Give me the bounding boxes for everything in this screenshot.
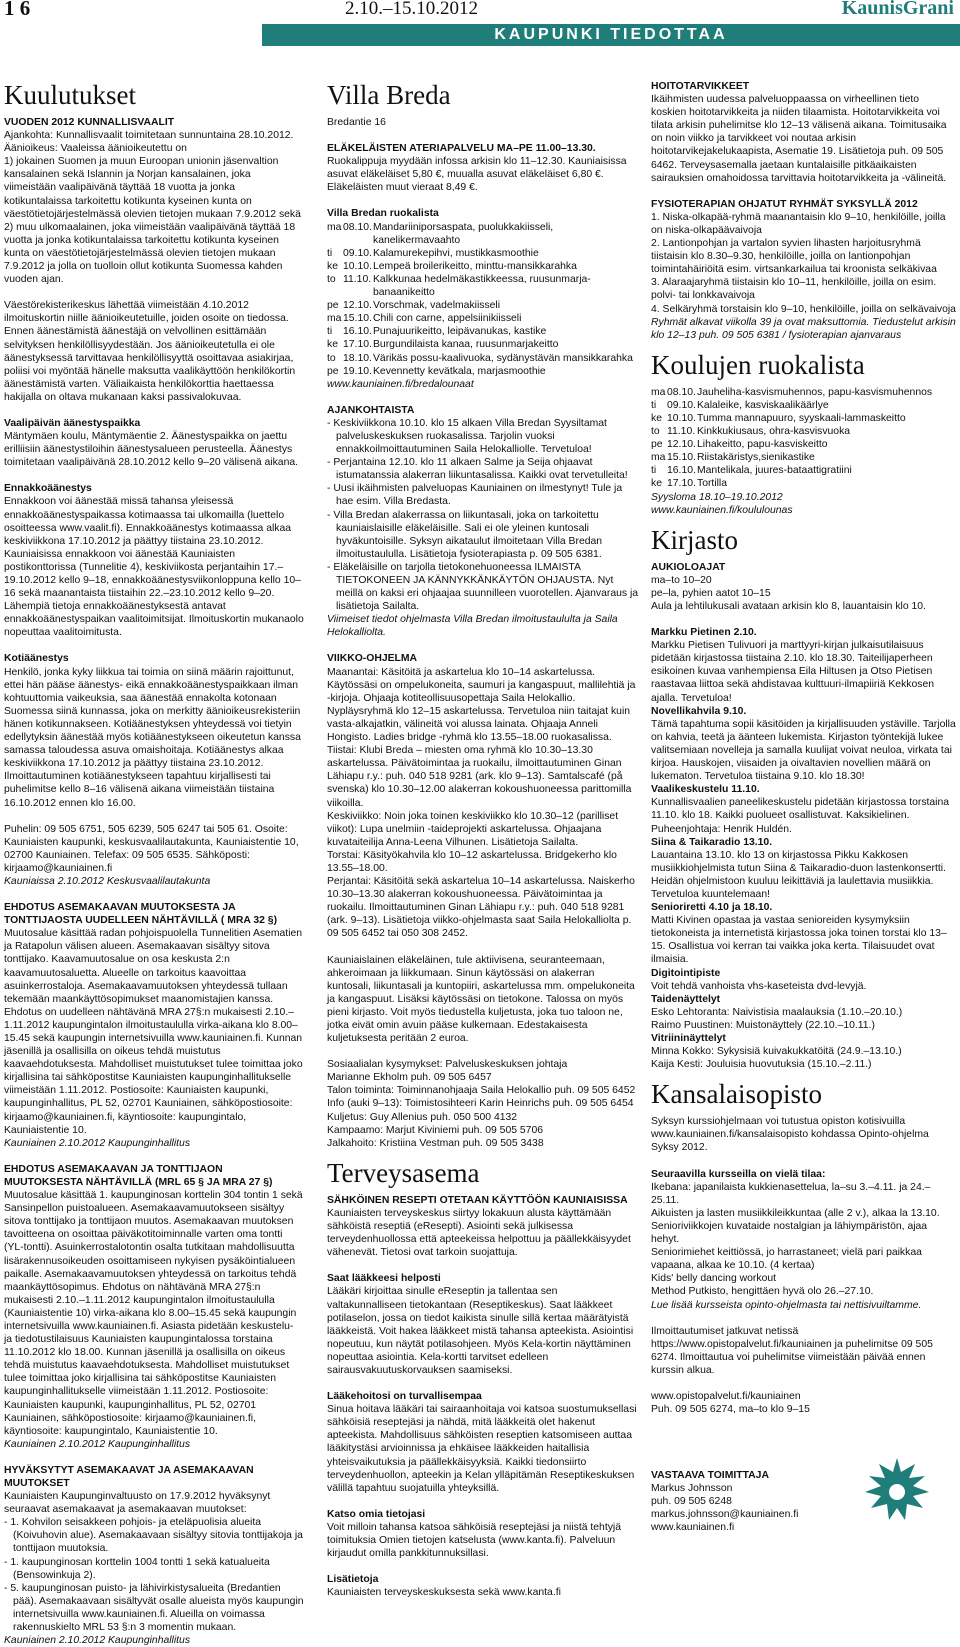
paragraph: Äänioikeus: Vaaleissa äänioikeutettu on (4, 143, 187, 155)
menu-date: 15.10. (667, 452, 696, 464)
menu-row (327, 299, 639, 312)
menu-date: 11.10. (343, 273, 372, 285)
page-number: 1 6 (4, 0, 31, 20)
heading: Senioriretti 4.10 ja 18.10. (651, 902, 773, 914)
menu-row (327, 365, 639, 378)
menu-date: 16.10. (667, 465, 696, 477)
menu-date: 09.10. (667, 399, 696, 411)
paragraph: Syysloma 18.10–19.10.2012 (651, 491, 783, 503)
menu-dish: Lihakeitto, papu-kasviskeitto (697, 439, 828, 451)
paragraph: Kunnallisvaalien paneelikeskustelu pidetään kirjastossa torstaina 11.10. klo 18. Kaikki puolueet osallistuvat. Kaksikielinen. Puheenjohtaja: Henrik Huldén. (651, 797, 950, 835)
list-item: 1. Niska-olkapää-ryhmä maanantaisin klo 9–10, henkilöille, joilla on niska-olkapäävaivoja (651, 211, 946, 236)
heading: Villa Bredan ruokalista (327, 208, 439, 220)
section-title-villa-breda: Villa Breda (327, 80, 451, 110)
menu-day: pe (327, 365, 339, 377)
publication-name: KaunisGrani (841, 0, 954, 19)
paragraph: Lue lisää kursseista opinto-ohjelmasta tai nettisivuiltamme. (651, 1299, 922, 1311)
contact-line: Sosiaalialan kysymykset: Palveluskeskuksen johtaja (327, 1059, 568, 1071)
paragraph: Minna Kokko: Sykysisiä kuivakukkatöitä (24.9.–13.10.) (651, 1046, 902, 1058)
heading: VIIKKO-OHJELMA (327, 653, 418, 665)
paragraph: Kauniaisten Kaupunginvaltuusto on 17.9.2012 hyväksynyt seuraavat asemakaavat ja asemakaavan muutokset: (4, 1491, 271, 1516)
heading: Vaalikeskustelu 11.10. (651, 784, 760, 796)
list-item: - Perjantaina 12.10. klo 11 alkaen Salme ja Seija ohjaavat istumatanssia alakerran liikuntasalissa. Kaikki ovat tervetulleita! (327, 457, 628, 482)
menu-day: pe (327, 300, 339, 312)
menu-dish: Kalamurekepihvi, mustikkasmoothie (373, 247, 539, 259)
menu-date: 10.10. (343, 260, 372, 272)
heading: SÄHKÖINEN RESEPTI OTETAAN KÄYTTÖÖN KAUNIAISISSA (327, 1194, 628, 1206)
paragraph: Muutosalue käsittää radan pohjoispuolella Tunnelitien Asematien ja Ratapolun välisen alueen. Asemakaavan sisältyy sitova tonttijako. Kaavamuutosalue on osa keskusta 2:n kaavamuutosaluetta. Alueelle on tarkoitus kaavoittaa asuinkerrostaloja. Asemakaavamuutoksen yhteydessä tullaan tekemään maankäyttösopimukset maanomistajien kanssa. Ehdotus on uudelleen nähtävänä MRA 27§:n mukaisesti 2.10.–1.11.2012 kaupungintalon ilmoitustaululla virka-aikana klo 8.00–15.45 sekä kaupungin internetsivuilla www.kauniainen.fi. Kunnan jäsenillä ja osallisilla on oikeus tehdä muistutus kaavaehdotuksesta. Mahdolliset muistutukset tulee toimittaa joko kirjallisina tai sähköpostitse Kauniaisten kaupunginhallitukselle viimeistään 1.11.2012. Postiosoite: Kauniaisten kaupunki, kaupunginhallitus, PL 52, 02701 Kauniainen, sähköpostiosoite: kirjaamo@kauniainen.fi, käyntiosoite: kaupungintalo, Kauniaistentie 10. (4, 928, 303, 1136)
menu-date: 12.10. (343, 300, 372, 312)
paragraph: Aikuisten ja lasten musiikkileikkuntaa (alle 2 v.), alkaa la 13.10. (651, 1207, 940, 1219)
menu-row (651, 386, 957, 399)
menu-day: ke (327, 339, 338, 351)
column-services (651, 60, 957, 1534)
menu-row (651, 438, 957, 451)
menu-row (651, 399, 957, 412)
heading: Seuraavilla kursseilla on vielä tilaa: (651, 1168, 826, 1180)
paragraph: Puh. 09 505 6274, ma–to klo 9–15 (651, 1404, 810, 1416)
menu-dish: Tumma mannapuuro, syyskaali-lammaskeitto (697, 412, 906, 424)
menu-day: pe (651, 439, 663, 451)
menu-row (327, 260, 639, 273)
menu-dish: Kevennetty kevätkala, marjasmoothie (373, 365, 546, 377)
menu-day: ti (651, 465, 657, 477)
menu-date: 08.10. (667, 386, 696, 398)
paragraph: Aula ja lehtilukusali avataan arkisin klo 8, lauantaisin klo 10. (651, 601, 926, 612)
section-title-terveysasema: Terveysasema (327, 1157, 480, 1188)
menu-day: ke (651, 412, 662, 424)
contact-line: Kuljetus: Guy Allenius puh. 050 500 4132 (327, 1111, 518, 1123)
heading: Ennakkoäänestys (4, 483, 92, 495)
paragraph: Tämä tapahtuma sopii käsitöiden ja kirjallisuuden ystäville. Tarjolla on kahvia, teetä ja äänteen lukemista. Kirjaston työntekijä lukee valitsemiaan novelleja ja samalla kuulijat voivat neuloa, virkata tai kirjoa. Hauskojen, viisaiden ja oivaltavien novellien määrä on lukematon. Tervetuloa tiistaina 9.10. klo 18.30! (651, 718, 956, 783)
paragraph: Kauniaisten terveyskeskuksesta sekä www.kanta.fi (327, 1587, 561, 1599)
heading: Vaalipäivän äänestyspaikka (4, 417, 141, 429)
menu-row (651, 477, 957, 490)
paragraph: Lauantaina 13.10. klo 13 on kirjastossa Pikku Kakkosen musiikkiohjelmista tutun Siina & Taikaradio-duon lastenkonsertti. Heidän ohjelmistoon kuuluu leikittäviä ja laulettavia musiikkia. Tervetuloa kuuntelemaan! (651, 849, 946, 900)
top-bar (0, 0, 960, 48)
paragraph: Ryhmät alkavat viikolla 39 ja ovat maksuttomia. Tiedustelut arkisin klo 12–13 puh. 09 505 6381 / fysioterapian ajanvaraus (651, 316, 956, 341)
paragraph: Markku Pietisen Tulivuori ja marttyyri-kirjan julkaisutilaisuus pidetään kirjastossa tiistaina 2.10. klo 18.30. Taiteilijaperheen esikoinen kuvaa vanhempiensa Eila Hiltusen ja Otso Pietisen raastavaa liittoa sekä ahdistavaa kulttuuri-ilmapiiriä Kekkosen ajalla. Tervetuloa! (651, 640, 934, 704)
signature: Kauniaissa 2.10.2012 Keskusvaalilautakunta (4, 875, 211, 887)
paragraph: Esko Lehtoranta: Naivistisia maalauksia (1.10.–20.10.) (651, 1006, 903, 1018)
menu-day: ma (327, 313, 342, 325)
menu-dish: Kinkkukiusaus, ohra-kasvisvuoka (697, 426, 851, 438)
breda-menu-table (327, 221, 639, 378)
column-villa-breda (327, 60, 639, 1599)
paragraph: 1) jokainen Suomen ja muun Euroopan unionin jäsenvaltion kansalainen sekä Islannin ja Norjan kansalainen, joka viimeistään vaalipäivänä täyttää 18 vuotta ja jonka kotikuntalaissa tarkoitettu kotikunta kyseinen kunta on väestötietojärjestelmässä olevien tietojen mukaan 7.9.2012 sekä (4, 156, 301, 220)
list-item: - Uusi ikäihmisten palveluopas Kauniainen on ilmestynyt! Tule ja hae esim. Villa Bredasta. (327, 483, 623, 508)
menu-dish: Jauheliha-kasvismuhennos, papu-kasvismuhennos (697, 386, 933, 398)
paragraph: Ikebana: japanilaista kukkienasettelua, la–su 3.–4.11. ja 24.–25.11. (651, 1181, 931, 1206)
menu-day: ti (327, 247, 333, 259)
menu-dish: Mandariiniporsaspata, puolukkakiisseli, kanelikermavaahto (373, 221, 554, 246)
paragraph: Mäntymäen koulu, Mäntymäentie 2. Äänestyspaikka on jaettu erilliisiin äänestystiloihin äänestysalueen perusteella. Äänestys toimitetaan vaalipäivänä 28.10.2012 kello 9–20 välisenä aikana. (4, 431, 299, 469)
contact-line: Kampaamo: Marjut Kiviniemi puh. 09 505 5706 (327, 1124, 544, 1136)
paragraph: Kids' belly dancing workout (651, 1273, 777, 1285)
menu-row (327, 325, 639, 338)
signature: Kauniainen 2.10.2012 Kaupunginhallitus (4, 1438, 191, 1450)
menu-row (327, 338, 639, 351)
menu-dish: Tortilla (697, 478, 728, 490)
link[interactable]: www.opistopalvelut.fi/kauniainen (651, 1390, 801, 1402)
menu-dish: Kalkkunaa hedelmäkastikkeessa, ruusunmarja-banaanikeitto (373, 273, 591, 299)
website-link[interactable]: www.kauniainen.fi (651, 1522, 735, 1534)
address: Bredantie 16 (327, 117, 386, 128)
menu-date: 18.10. (343, 352, 372, 364)
menu-row (327, 247, 639, 260)
menu-day: ma (327, 221, 342, 233)
paragraph: Ruokalippuja myydään infossa arkisin klo 11–12.30. Kauniaisissa asuvat eläkeläiset 5,80 €, muualla asuvat eläkeläiset 6,80 €. Eläkeläisten muut vieraat 8,49 €. (327, 156, 627, 194)
menu-dish: Punajuurikeitto, leipävanukas, kastike (373, 326, 547, 338)
heading: Digitointipiste (651, 967, 721, 979)
paragraph: Keskiviikko: Noin joka toinen keskiviikko klo 10.30–12 (parilliset viikot): Lupa unelmiin -taideprojekti askartelussa. Ohjaajana kuvataiteilija Anna-Leena Vilhunen. Lisätietoja Sailalta. (327, 810, 619, 848)
heading: Taidenäyttelyt (651, 993, 721, 1005)
paragraph: Viimeiset tiedot ohjelmasta Villa Bredan ilmoitustaululta ja Saila Helokalliolta. (327, 614, 618, 639)
heading: Kotiäänestys (4, 653, 69, 665)
contact-line: Jalkahoito: Kristiina Vestman puh. 09 505 3438 (327, 1137, 544, 1149)
section-title-koulujen-ruokalista: Koulujen ruokalista (651, 349, 865, 380)
heading: ELÄKELÄISTEN ATERIAPALVELU MA–PE 11.00–13.30. (327, 143, 596, 155)
contact-line: Info (auki 9–13): Toimistosihteeri Karin Heinrichs puh. 09 505 6454 (327, 1098, 634, 1110)
list-item: - Keskiviikkona 10.10. klo 15 alkaen Villa Bredan Syysiltamat palveluskeskuksen ruokasalissa. Tarjolin vuoksi ennakkoilmoittautuminen Saila Helokalliolle. Tervetuloa! (327, 417, 607, 456)
editor-name: Markus Johnsson (651, 1482, 733, 1494)
menu-link[interactable]: www.kauniainen.fi/bredalounaat (327, 378, 474, 390)
menu-day: ke (327, 260, 338, 272)
menu-dish: Riistakäristys,sienikastike (697, 452, 815, 464)
list-item: - Eläkeläisille on tarjolla tietokonehuoneessa ILMAISTA TIETOKONEEN JA KÄNNYKKÄNKÄYTÖN OHJAUSTA. Nyt meillä on kaksi eri ohjaajaa suunnilleen vuorotellen. Ajanvaraus ja lisätietoja Sailalta. (327, 561, 639, 613)
paragraph: Raimo Puustinen: Muistonäyttely (22.10.–10.11.) (651, 1019, 875, 1031)
contact-line: Marianne Ekholm puh. 09 505 6457 (327, 1072, 492, 1084)
contact-info: Puhelin: 09 505 6751, 505 6239, 505 6247 tai 505 61. Osoite: Kauniaisten kaupunki, keskusvaalilautakunta, Kauniaistentie 10, 02700 Kauniainen. Telefax: 09 505 6535. Sähköposti: kirjaamo@kauniainen.fi (4, 823, 299, 874)
crest-logo-icon (837, 1454, 957, 1534)
heading: FYSIOTERAPIAN OHJATUT RYHMÄT SYKSYLLÄ 2012 (651, 198, 918, 210)
section-title-kansalaisopisto: Kansalaisopisto (651, 1079, 822, 1110)
heading: EHDOTUS ASEMAKAAVAN JA TONTTIJAON MUUTOKSESTA NÄHTÄVILLÄ (MRL 65 § JA MRA 27 §) (4, 1163, 273, 1188)
paragraph: pe–la, pyhien aatot 10–15 (651, 587, 771, 599)
menu-row (327, 273, 639, 299)
menu-day: to (651, 426, 660, 438)
section-title-kuulutukset: Kuulutukset (4, 80, 136, 110)
paragraph: Ennakkoon voi äänestää missä tahansa yleisessä ennakkoäänestyspaikassa kotimaassa tai ulkomailla (luettelo osoitteessa www.vaalit.fi). Ennakkoäänestys kotimaassa alkaa keskiviikkona 17.10.2012 ja päättyy tiistaina 23.10.2012. Kauniaisissa ennakkoon voi äänestää Kauniaisten postikonttorissa (Tunnelitie 4), keskiviikosta perjantaihin 17.–19.10.2012 kello 9–18, ennakkoäänestysviikonloppuna kello 10–16 sekä maanantaista tiistaihin 22.–23.10.2012 kello 9–20. Lähempiä tietoja ennakkoäänestyksestä antavat ennakkoäänestyspaikan vaalitoimitsijat. Ilmoituskortin mukanaolo nopeuttaa vaalitoimitusta. (4, 496, 304, 639)
menu-row (651, 412, 957, 425)
paragraph: Matti Kivinen opastaa ja vastaa senioreiden kysymyksiin tietokoneista ja internetistä kirjastossa joka toinen torstai klo 13–15. Osallistua voi kerran tai vaikka joka kerta. Tilaisuudet ovat ilmaisia. (651, 915, 947, 966)
list-item: - 1. Kohvilon seisakkeen pohjois- ja eteläpuolisia alueita (Koivuhovin alue). Asemakaavaan sisältyy sitovia tonttijakoja ja tonttijaon muutoksia. (4, 1517, 303, 1555)
menu-day: ti (327, 326, 333, 338)
paragraph: 2) muu ulkomaalainen, joka viimeistään vaalipäivänä täyttää 18 vuotta ja jonka kotikuntalaissa tarkoitettu kotikunta kyseinen kunta on väestötietojärjestelmässä olevien tietojen mukaan 7.9.2012 ja jolla on tuolloin ollut kotikunta Suomessa kahden vuoden ajan. (4, 221, 296, 286)
menu-day: ma (651, 452, 666, 464)
paragraph: Seniorimiehet keittiössä, jo harrastaneet; vielä pari paikkaa vapaana, alkaa ke 10.10. (4 kertaa) (651, 1247, 922, 1272)
paragraph: Sinua hoitava lääkäri tai sairaanhoitaja voi katsoa suostumuksellasi sähköisiä reseptejäsi ja nähdä, mitä lääkkeitä olet hakenut apteekista. Mahdollisuus sähköisten reseptien katsomiseen auttaa lääkitystäsi arvioinnissa ja ehkäisee lääkkeiden haitallisia yhteisvaikutuksia ja päällekkäisyyksiä. Kaikki tiedonsiirto terveydenhuollon, apteekin ja Kelan ylläpitämän Reseptikeskuksen välillä tapahtuu suojatuilla yhteyksillä. (327, 1404, 637, 1494)
heading: AJANKOHTAISTA (327, 404, 415, 416)
heading: Lääkehoitosi on turvallisempaa (327, 1391, 482, 1403)
list-item: 4. Selkäryhmä torstaisin klo 9–10, henkilöille, joilla on selkävaivoja (651, 303, 956, 315)
menu-date: 19.10. (343, 365, 372, 377)
menu-dish: Burgundilaista kanaa, ruusunmarjakeitto (373, 339, 559, 351)
menu-date: 09.10. (343, 247, 372, 259)
paragraph: ma–to 10–20 (651, 574, 712, 586)
menu-day: to (327, 273, 336, 285)
heading: Markku Pietinen 2.10. (651, 627, 757, 639)
heading: HYVÄKSYTYT ASEMAKAAVAT JA ASEMAKAAVAN MUUTOKSET (4, 1464, 254, 1489)
menu-row (651, 451, 957, 464)
menu-dish: Mantelikala, juures-bataattigratiini (697, 465, 852, 477)
menu-date: 17.10. (667, 478, 696, 490)
menu-dish: Chili con carne, appelsiinikiisseli (373, 313, 522, 325)
menu-row (327, 221, 639, 247)
heading: Saat lääkkeesi helposti (327, 1273, 441, 1285)
signature: Kauniainen 2.10.2012 Kaupunginhallitus (4, 1137, 191, 1149)
heading: Novellikahvila 9.10. (651, 705, 747, 717)
paragraph: Ikäihmisten uudessa palveluoppaassa on virheellinen tieto koskien hoitotarvikkeita ja niiden tilaamista. Hoitotarvikkeita voi tilata arkisin puhelimitse klo 12–13 välisenä aikana. Toimitusaika on noin viikko ja tarvikkeet voi noutaa arkisin hoitotarvikejakelukaapista, Asematie 19. Lisätietoja puh. 09 505 6462. Terveysasemalla jaetaan kuntalaisille pitkäaikaisten sairauksien omahoidossa tarvittavia hoitotarvikkeita ja -välineitä. (651, 94, 947, 184)
editor-phone: puh. 09 505 6248 (651, 1495, 732, 1507)
heading: VASTAAVA TOIMITTAJA (651, 1469, 769, 1481)
paragraph: Syksyn kurssiohjelmaan voi tutustua opiston kotisivuilla www.kauniainen.fi/kansalaisopisto kohdassa Opinto-ohjelma Syksy 2012. (651, 1116, 929, 1154)
paragraph: Lääkäri kirjoittaa sinulle eReseptin ja tallentaa sen valtakunnalliseen tietokantaan (Reseptikeskus). Saat lääkkeet potilaselon, jossa on tiedot kaikista sinulle sillä kertaa määrätyistä lääkkeistä. Voit hakea lääkkeet mistä tahansa apteekista. Asiointisi nopeutuu, kun näytät potilasohjeen. Myös Kela-kortin näyttäminen nopeuttaa asiointia. Kela-kortti tarvitset edelleen sairausvakuutuskorvauksen saamiseksi. (327, 1286, 634, 1376)
menu-row (327, 312, 639, 325)
menu-dish: Vorschmak, vadelmakiisseli (373, 300, 501, 312)
paragraph: Kauniaisten terveyskeskus siirtyy lokakuun alusta käyttämään sähköistä reseptiä (eResepti). Asiointi sekä julkisessa terveydenhuollossa että apteekeissa helpottuu ja päällekkäisyydet vähenevät. Tietosi ovat tarkoin suojattuja. (327, 1207, 631, 1259)
paragraph: Perjantai: Käsitöitä sekä askartelua 10–14 askartelussa. Naiskerho 10.30–13.30 alakerran kokoushuoneessa. Päivätoimintaa ja ruokailu. Ilmoittautuminen Ginan Lähiapu r.y.: puh. 040 518 9281 (ark. 9–13). Lisätietoja viikko-ohjelmasta saat Saila Helokalliolta p. 09 505 6452 tai 050 308 2452. (327, 876, 635, 940)
paragraph: Voit milloin tahansa katsoa sähköisiä reseptejäsi ja niistä tehtyjä toimituksia Omien tietojen katselusta (www.kanta.fi). Palveluun kirjaudut omilla pankkitunnuksillasi. (327, 1521, 621, 1560)
section-title-kirjasto: Kirjasto (651, 524, 738, 555)
menu-date: 16.10. (343, 326, 372, 338)
list-item: 2. Lantionpohjan ja vartalon syvien lihasten harjoitusryhmä tiistaisin klo 8.30–9.30, henkilöille, joilla on lantionpohjan toimintahäiriöitä esim. virtsankarkailua tai kroonista selkäkivaa (651, 238, 937, 276)
paragraph: Maanantai: Käsitöitä ja askartelua klo 10–14 askartelussa. Käytössäsi on ompelukoneita, saumuri ja kangaspuut, mallilehtiä ja -kirjoja. Ohjaaja kotiteollisuusopettaja Saila Helokallio. Nypläysryhmä klo 12–15 askartelussa. Tervetuloa niin taitajat kuin vasta-alkajatkin, välineitä voi alussa lainata. Ohjaaja Anneli Hongisto. Ladies bridge -ryhmä klo 13.55–18.00 ruokasalissa. (327, 666, 636, 744)
menu-day: to (327, 352, 336, 364)
issue-date: 2.10.–15.10.2012 (345, 0, 478, 19)
menu-row (651, 464, 957, 477)
list-item: - Villa Bredan alakerrassa on liikuntasali, joka on tarkoitettu kauniaislaisille eläkeläisille. Sali ei ole yleinen kuntosali hyväkuntoisille. Syksyn aikataulut ilmoitetaan Villa Bredan ilmoitustaululla. Lisätietoja fysioterapiasta p. 09 505 6381. (327, 509, 603, 560)
menu-date: 11.10. (667, 426, 696, 438)
paragraph: Voit tehdä vanhoista vhs-kaseteista dvd-levyjä. (651, 980, 867, 992)
heading: EHDOTUS ASEMAKAAVAN MUUTOKSESTA JA TONTTIJAOSTA UUDELLEEN NÄHTÄVILLÄ ( MRA 32 §) (4, 902, 278, 927)
heading: AUKIOLOAJAT (651, 561, 726, 573)
paragraph: Senioriviikkojen kuvataide nostalgian ja lähiympäristön, ajaa hehyt. (651, 1220, 928, 1246)
paragraph: Ilmoittautumiset jatkuvat netissä https://www.opistopalvelut.fi/kauniainen ja puhelimitse 09 505 6274. Ilmoittautua voi puhelimitse viimeistään päivää ennen kurssin alkua. (651, 1325, 933, 1376)
contact-line: Talon toiminta: Toiminnanohjaaja Saila Helokallio puh. 09 505 6452 (327, 1085, 636, 1097)
menu-day: ke (651, 478, 662, 490)
school-menu-table (651, 386, 957, 491)
menu-date: 10.10. (667, 412, 696, 424)
heading: HOITOTARVIKKEET (651, 81, 750, 92)
list-item: - 5. kaupunginosan puisto- ja lähivirkistysalueita (Bredantien pää). Asemakaavaan sisältyvät osalle alueista myös kaupungin internetsivuilla www.kauniainen.fi. Alueilla on voimassa rakennuskielto MRL 53 §:n 3 momentin mukaan. (4, 1582, 304, 1634)
list-item: 3. Alaraajaryhmä tiistaisin klo 10–11, henkilöille, joilla on esim. polvi- tai lonkkavaivoja (651, 277, 937, 302)
menu-date: 17.10. (343, 339, 372, 351)
heading: Vitriininäyttelyt (651, 1033, 726, 1044)
heading: Lisätietoja (327, 1574, 379, 1586)
paragraph: Ajankohta: Kunnallisvaalit toimitetaan sunnuntaina 28.10.2012. (4, 130, 294, 142)
heading: Siina & Taikaradio 13.10. (651, 836, 773, 848)
menu-link[interactable]: www.kauniainen.fi/koululounas (651, 504, 793, 516)
menu-date: 08.10. (343, 221, 372, 233)
heading: Katso omia tietojasi (327, 1508, 426, 1520)
menu-day: ti (651, 399, 657, 411)
paragraph: Method Putkisto, hengittäen hyvä olo 26.–27.10. (651, 1286, 874, 1298)
menu-dish: Värikäs possu-kaalivuoka, sydänystävän mansikkarahka (373, 352, 633, 364)
menu-dish: Lempeä broilerikeitto, minttu-mansikkarahka (373, 260, 577, 272)
heading: VUODEN 2012 KUNNALLISVAALIT (4, 117, 175, 128)
paragraph: Väestörekisterikeskus lähettää viimeistään 4.10.2012 ilmoituskortin niille äänioikeutetuille, joiden osoite on tiedossa. Ennen äänestämistä äänestäjä on velvollinen esittämään selvityksen henkilöllisyydestään. Jos äänioikeutetulla ei ole äänestyksessä tarvittavaa henkilöllisyyttä osoittavaa asiakirjaa, poliisi voi myöntää hänelle maksutta vaalikäyttöön henkilökortin äänestämistä varten. Väliaikaista henkilökorttia haettaessa hakijalla on oltava mukanaan kaksi passivalokuvaa. (4, 300, 296, 403)
paragraph: Henkilö, jonka kyky liikkua tai toimia on siinä määrin rajoittunut, ettei hän pääse äänestys- eikä ennakkoäänestyspaikkaan ilman kohtuuttomia vaikeuksia, saa äänestää ennakolta kotonaan Suomessa siinä kunnassa, joka on merkitty äänioikeusrekisteriin hänen kotikunnakseen. Kotiäänestyksen yhteydessä voi tietyin edellytyksin äänestää myös kotiäänestykseen oikeutetun kanssa samassa taloudessa asuva omaishoitaja. Kotiäänestys alkaa keskiviikkona 17.10.2012 ja päättyy tiistaina 23.10.2012. Ilmoittautuminen kotiäänestykseen tapahtuu kirjallisesti tai puhelimitse kello 8–16 välisenä aikana viimeistään tiistaina 16.10.2012 ennen klo 16.00. (4, 666, 301, 809)
menu-day: ma (651, 386, 666, 398)
menu-row (651, 425, 957, 438)
paragraph: Kauniaislainen eläkeläinen, tule aktiivisena, seuranteemaan, ahkeroimaan ja liikkumaan. Sinun käytössäsi on alakerran kuntosali, liikuntasali ja kuntopiiri, askartelussa mm. ompelukoneita ja kangaspuut. Lisäksi käytössäsi on tietokone. Talossa on myös pieni kirjasto. Voit myös tiedustella kuljetusta, joka tuo taloon ne, jotka eivät omin avuin pääse kulkemaan. Edestakaisesta kuljetuksesta peritään 2 euroa. (327, 954, 635, 1045)
menu-dish: Kalaleike, kasviskaalikäärlye (697, 399, 829, 411)
paragraph: Kaija Kesti: Jouluisia huovutuksia (15.10.–2.11.) (651, 1059, 872, 1071)
paragraph: Torstai: Käsityökahvila klo 10–12 askartelussa. Bridgekerho klo 13.55–18.00. (327, 849, 617, 874)
paragraph: Muutosalue käsittää 1. kaupunginosan korttelin 304 tontin 1 sekä Sansinpellon puistoalueen. Asemakaavamuutokseen sisältyy sitova tonttijako ja tonttijaon muutos. Asemakaavan muutoksen tavoitteena on osoittaa päiväkotitoiminnalle varten oma tontti (YL-tontti). Asuinkerrostalotontin osalta tutkitaan mahdollisuutta lisärakennusoikeuden osoittamiseen nykyisen pysäköintialueen paikalle. Asemakaavamuutoksen yhteydessä on tarkoitus tehdä maankäyttösopimus. Ehdotus on nähtävänä MRA 27§:n mukaisesti 2.10.–1.11.2012 kaupungintalon ilmoitustaululla (Kauniaistentie 10) virka-aikana klo 8.00–15.45 sekä kaupungin internetsivuilla www.kauniainen.fi. Asiasta pidetään keskustelu- ja tiedotustilaisuus Kauniaisten kaupungintalossa torstaina 11.10.2012 klo 18.00. Kunnan jäsenillä ja osallisilla on oikeus tehdä muistutus kaavaehdotuksesta. Mahdolliset muistutukset tulee toimittaa joko kirjallisina tai sähköpostitse Kauniaisten kaupunginhallitukselle viimeistään 1.11.2012. Postiosoite: Kauniaisten kaupunki, kaupunginhallitus, PL 52, 02701 Kauniainen, sähköpostiosoite: kirjaamo@kauniainen.fi, käyntiosoite: kaupungintalo, Kauniaistentie 10. (4, 1190, 303, 1437)
list-item: - 1. kaupunginosan korttelin 1004 tontti 1 sekä katualueita (Bensowinkuja 2). (4, 1556, 270, 1581)
signature: Kauniainen 2.10.2012 Kaupunginhallitus (4, 1635, 191, 1647)
section-banner: KAUPUNKI TIEDOTTAA (262, 24, 960, 46)
menu-date: 12.10. (667, 439, 696, 451)
menu-date: 15.10. (343, 313, 372, 325)
paragraph: Tiistai: Klubi Breda – miesten oma ryhmä klo 10.30–13.30 askartelussa. Päivätoimintaa ja ruokailu, ilmoittautuminen Ginan Lähiapu r.y.: puh. 040 518 9281 (ark. klo 9–13). Samtalscafé (på svenska) klo 10.30–12.00 alakerran kokoushuoneessa parittomilla viikoilla. (327, 745, 632, 809)
menu-row (327, 352, 639, 365)
editor-email[interactable]: markus.johnsson@kauniainen.fi (651, 1508, 799, 1520)
column-announcements (4, 60, 304, 1647)
